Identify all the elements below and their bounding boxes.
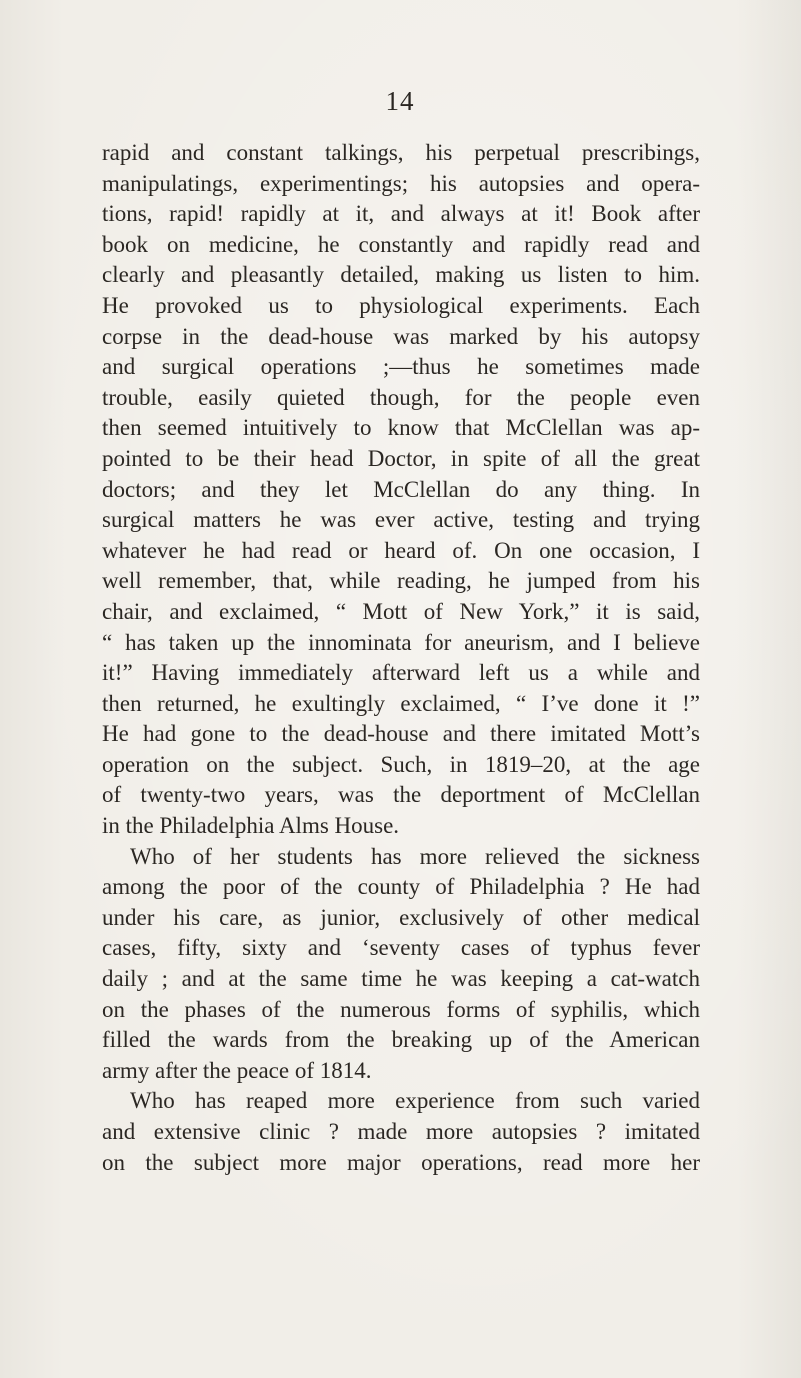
text-line: it!” Having immediately afterward left us a while and	[102, 660, 700, 686]
text-line: on the phases of the numerous forms of syphilis, which	[102, 996, 700, 1022]
text-line: and surgical operations ;—thus he sometimes made	[102, 354, 700, 380]
text-line: doctors; and they let McClellan do any thing. In	[102, 476, 700, 502]
text-line: in the Philadelphia Alms House.	[102, 813, 400, 839]
text-line: “ has taken up the innominata for aneurism, and I believe	[102, 629, 700, 655]
text-line: and extensive clinic ? made more autopsies ? imitated	[102, 1119, 700, 1144]
text-line: whatever he had read or heard of. On one occasion, I	[102, 537, 700, 563]
text-line: of twenty-two years, was the deportment of McClellan	[102, 782, 700, 808]
text-line: clearly and pleasantly detailed, making us listen to him.	[102, 262, 700, 288]
text-line: He provoked us to physiological experiments. Each	[102, 292, 700, 318]
text-line: book on medicine, he constantly and rapidly read and	[102, 231, 700, 257]
text-line: army after the peace of 1814.	[102, 1057, 372, 1083]
text-line: cases, fifty, sixty and ‘seventy cases of typhus fever	[102, 935, 700, 961]
text-line: surgical matters he was ever active, testing and trying	[102, 507, 700, 533]
text-line: Who of her students has more relieved the sickness	[130, 843, 700, 869]
text-line: Who has reaped more experience from such varied	[130, 1088, 700, 1114]
text-line: then returned, he exultingly exclaimed, “ I’ve done it !”	[102, 690, 700, 716]
page-number: 14	[385, 86, 415, 116]
text-line: under his care, as junior, exclusively of other medical	[102, 904, 700, 930]
text-line: manipulatings, experimentings; his autopsies and opera-	[102, 170, 700, 196]
text-line: corpse in the dead-house was marked by his autopsy	[102, 323, 700, 349]
text-line: operation on the subject. Such, in 1819–20, at the age	[102, 751, 700, 777]
text-line: pointed to be their head Doctor, in spite of all the great	[102, 445, 700, 471]
text-line: tions, rapid! rapidly at it, and always at it! Book after	[102, 201, 700, 227]
text-line: He had gone to the dead-house and there imitated Mott’s	[102, 721, 700, 747]
text-line: among the poor of the county of Philadelphia ? He had	[102, 874, 700, 900]
text-line: filled the wards from the breaking up of the American	[102, 1027, 700, 1053]
text-line: then seemed intuitively to know that McClellan was ap-	[102, 415, 700, 441]
text-line: rapid and constant talkings, his perpetual prescribings,	[102, 140, 700, 165]
text-line: chair, and exclaimed, “ Mott of New York,” it is said,	[102, 598, 700, 624]
body-text	[102, 138, 700, 1178]
text-line: trouble, easily quieted though, for the people even	[102, 384, 700, 410]
text-line: daily ; and at the same time he was keeping a cat-watch	[102, 966, 700, 992]
text-line: on the subject more major operations, read more her	[102, 1149, 700, 1175]
text-line: well remember, that, while reading, he jumped from his	[102, 568, 700, 594]
